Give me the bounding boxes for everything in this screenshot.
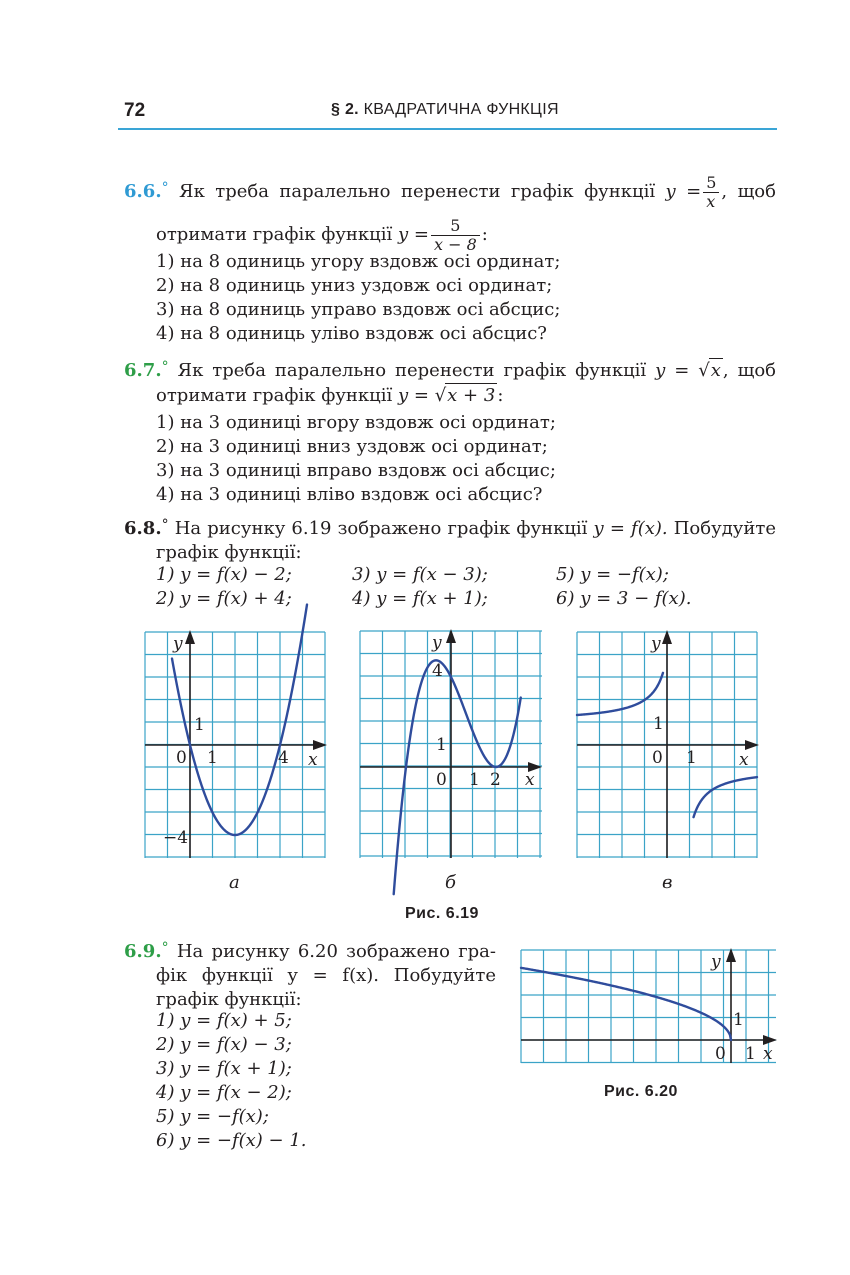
exercise-6-9-line-2: фік функції y = f(x). Побудуйте [156,965,496,986]
formula-lhs: y = [655,360,690,381]
exercise-6-6 [124,168,776,258]
exercise-number: 6.9.° [124,940,169,962]
y-axis-label: y [711,952,721,972]
x-axis-label: x [308,750,318,770]
exercise-6-8-line-1 [124,513,776,541]
y-axis-label: y [651,634,661,654]
exercise-6-8 [124,513,776,565]
formula-lhs: y = [665,181,702,202]
grid [521,950,776,1063]
option: 2) на 3 одиниці вниз уздовж осі ординат; [156,436,548,457]
x-axis-label: x [739,750,749,770]
exercise-6-9-line-1 [124,936,496,964]
panel-label-b: б [445,872,456,893]
exercise-number: 6.7.° [124,359,169,381]
panel-label-c: в [662,872,673,893]
option: 4) на 3 одиниці вліво вздовж осі абсцис? [156,484,543,505]
origin-label: 0 [715,1044,726,1064]
option: 3) y = f(x − 3); [352,564,488,585]
tick-label-y-1: 1 [194,715,205,735]
graph-panel-c [577,632,757,858]
exercise-text: , щоб [722,360,776,381]
option: 3) y = f(x + 1); [156,1058,292,1079]
tick-label-x-1: 1 [207,748,218,768]
x-axis-label: x [525,770,535,790]
sqrt-radicand: x + 3 [447,385,496,406]
function-curve-right-branch [694,777,757,817]
section-marker: § 2. [331,101,359,118]
exercise-text: отримати графік функції [156,385,393,406]
option: 1) y = f(x) − 2; [156,564,292,585]
formula: y = f(x). [593,518,668,539]
fraction-5-over-x: $\frac{5}{x}$ [703,174,719,211]
option: 1) на 3 одиниці вгору вздовж осі ординат; [156,412,556,433]
exercise-6-8-col-3 [556,563,691,611]
exercise-6-9-line-3: графік функції: [156,989,302,1010]
origin-label: 0 [652,748,663,768]
figure-caption-6-19: Рис. 6.19 [405,905,479,922]
exercise-text: Як треба паралельно перенести графік функції [179,181,656,202]
exercise-6-9 [124,936,496,1012]
running-head [331,101,559,119]
y-axis-label: y [432,633,442,653]
option: 5) y = −f(x); [556,564,669,585]
exercise-text: Як треба паралельно перенести графік функції [177,360,647,381]
tick-label-y-minus-4: −4 [163,828,189,848]
option: 5) y = −f(x); [156,1106,269,1127]
fraction-5-over-x-minus-8: $\frac{5}{x - 8}$ [431,217,480,254]
function-curve [394,660,521,894]
tick-label-y-1: 1 [436,735,447,755]
graph-panel-a [145,632,325,858]
exercise-text: : [481,224,488,245]
exercise-text: На рисунку 6.20 зображено гра- [176,941,496,962]
exercise-6-9-options [156,1009,307,1153]
exercise-number: 6.6.° [124,180,169,202]
formula-lhs: y = [397,224,429,245]
tick-label-y-4: 4 [432,661,443,681]
option: 6) y = −f(x) − 1. [156,1130,307,1151]
option: 2) y = f(x) − 3; [156,1034,292,1055]
exercise-6-7-line-1: 6.7.° Як треба паралельно перенести графік функції y = √x , щоб [124,359,776,381]
y-axis-label: y [173,634,183,654]
exercise-6-8-col-1 [156,563,292,611]
formula-lhs: y = [397,385,429,406]
option: 1) y = f(x) + 5; [156,1010,292,1031]
function-curve [521,968,731,1040]
exercise-6-8-col-2 [352,563,488,611]
exercise-text: Побудуйте [673,518,776,539]
origin-label: 0 [176,748,187,768]
option: 2) y = f(x) + 4; [156,588,292,609]
tick-label-x-1: 1 [686,748,697,768]
tick-label-x-1: 1 [469,770,480,790]
panel-label-a: а [229,872,240,893]
header-rule [118,128,777,130]
exercise-text: На рисунку 6.19 зображено графік функції [174,518,588,539]
exercise-6-7-line-2: отримати графік функції y = √x + 3 : [156,385,504,406]
exercise-text: , щоб [721,181,776,202]
option: 3) на 8 одиниць управо вздовж осі абсцис; [156,299,561,320]
tick-label-x-1: 1 [745,1044,756,1064]
option: 3) на 3 одиниці вправо вздовж осі абсцис; [156,460,556,481]
sqrt-radicand: x [710,360,721,381]
origin-label: 0 [436,770,447,790]
graph-figure-6-20 [521,950,776,1063]
exercise-text: отримати графік функції [156,224,393,245]
exercise-6-6-line-1 [124,168,776,212]
tick-label-y-1: 1 [733,1010,744,1030]
exercise-text: : [497,385,504,406]
tick-label-x-2: 2 [490,770,501,790]
tick-label-y-1: 1 [653,714,664,734]
function-curve-left-branch [577,673,663,715]
page-number: 72 [124,100,146,121]
section-title: КВАДРАТИЧНА ФУНКЦІЯ [363,101,559,118]
option: 4) y = f(x − 2); [156,1082,292,1103]
x-axis-label: x [763,1044,773,1064]
exercise-6-6-options [156,250,560,346]
graph-panel-b [360,631,542,858]
option: 4) на 8 одиниць уліво вздовж осі абсцис? [156,323,547,344]
option: 1) на 8 одиниць угору вздовж осі ординат; [156,251,561,272]
tick-label-x-4: 4 [278,748,289,768]
exercise-number: 6.8.° [124,517,169,539]
exercise-6-7 [124,355,776,408]
option: 6) y = 3 − f(x). [556,588,692,609]
option: 4) y = f(x + 1); [352,588,488,609]
exercise-6-8-line-2: графік функції: [156,542,302,563]
option: 2) на 8 одиниць униз уздовж осі ординат; [156,275,553,296]
exercise-6-7-options [156,411,556,507]
figure-caption-6-20: Рис. 6.20 [604,1083,678,1100]
